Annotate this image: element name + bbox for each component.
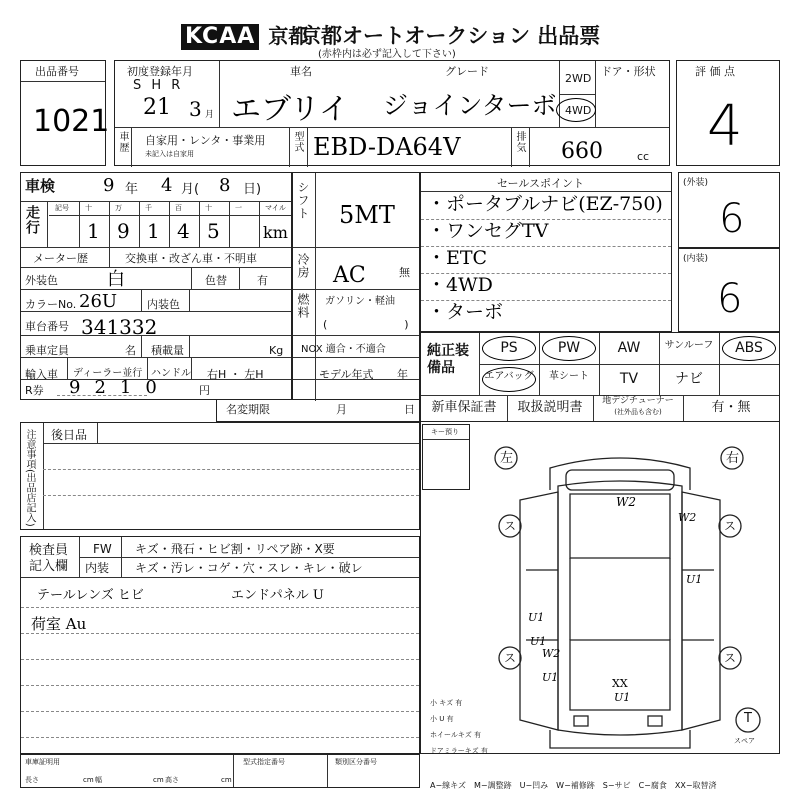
- two-wd: 2WD: [565, 72, 592, 85]
- registration-month: 3: [189, 97, 202, 121]
- equipment-box: [420, 332, 780, 422]
- right-side: [682, 492, 720, 730]
- front-outline: [550, 458, 690, 490]
- exterior-grade-label: (外装): [683, 178, 709, 188]
- displacement-value: 660: [561, 139, 603, 164]
- width-label: 幅: [95, 776, 102, 784]
- mileage-km: km: [263, 223, 288, 242]
- expiry-month: 月: [336, 403, 347, 416]
- model-year-unit: 年: [397, 368, 408, 381]
- aircon-value: AC: [333, 263, 366, 288]
- equipment-item: PS: [500, 340, 518, 356]
- color-no-label: カラーNo.: [25, 298, 77, 311]
- mileage-unit-label: 万: [115, 204, 122, 212]
- model-year-label: モデル年式: [319, 368, 374, 381]
- capacity-label: 乗車定員: [25, 344, 69, 357]
- remark-1: テールレンズ ヒビ: [37, 588, 144, 603]
- recycle-label: R券: [25, 384, 44, 397]
- grade-label: グレード: [445, 65, 489, 78]
- damage-mark-1: W2: [616, 495, 636, 509]
- mileage-unit-label: 百: [175, 204, 182, 212]
- wheel-label-rr: ス: [724, 651, 737, 665]
- int-text: キズ・汚レ・コゲ・穴・スレ・キレ・破レ: [135, 561, 363, 575]
- inspection-year: 9: [103, 175, 115, 196]
- equipment-item: エアバッグ: [484, 371, 534, 382]
- equipment-item: サンルーフ: [664, 340, 714, 351]
- inspection-label: 車検: [25, 177, 56, 195]
- sales-point-box: [420, 172, 672, 332]
- inspection-month-unit: 月(: [181, 182, 200, 197]
- cert-label: 車庫証明用: [25, 758, 60, 766]
- legend-1: 小 キズ 有: [430, 699, 463, 707]
- history-options: 自家用・レンタ・事業用: [145, 134, 266, 147]
- diagram-right-label: 右: [726, 451, 740, 466]
- equipment-circle: [722, 336, 776, 361]
- history-label: 車歴: [117, 131, 128, 153]
- mileage-digit: 5: [207, 219, 220, 243]
- interior-grade-label: (内装): [683, 254, 709, 264]
- length-unit: cm: [83, 776, 94, 784]
- width-unit: cm: [153, 776, 164, 784]
- nox-label: NOX 適合・不適合: [301, 344, 386, 355]
- fuel-label: 燃料: [296, 293, 310, 319]
- chassis-label: 車台番号: [25, 320, 69, 333]
- exterior-grade-value: 6: [719, 196, 745, 242]
- mileage-unit-label: 記号: [55, 204, 69, 212]
- logo-text: KCAA: [181, 24, 259, 50]
- mileage-digit: 4: [177, 219, 190, 243]
- expiry-label: 名変期限: [226, 403, 270, 416]
- rear-items-label: 後日品: [51, 428, 88, 442]
- footer-legend: A−線キズ M−調整跡 U−凹み W−補修跡 S−サビ C−腐食 XX−取替済: [430, 781, 717, 790]
- inspector-label-text: 検査員記入欄: [29, 543, 69, 574]
- import-dealer: ディーラー並行: [73, 368, 143, 379]
- fw-label: FW: [93, 542, 112, 556]
- logo: [181, 20, 308, 50]
- mileage-digit: 1: [147, 219, 160, 243]
- class-no-label: 類別区分番号: [335, 758, 377, 766]
- height-unit: cm: [221, 776, 232, 784]
- chassis-value: 341332: [81, 315, 158, 339]
- equipment-item: 革シート: [549, 371, 589, 382]
- equipment-label: [427, 343, 479, 377]
- diagram-left-label: 左: [500, 451, 514, 466]
- page-title: 京都オートオークション 出品票: [300, 24, 601, 48]
- expiry-day: 日: [404, 403, 415, 416]
- remark-2: エンドパネル U: [231, 588, 324, 603]
- equipment-item: TV: [619, 371, 639, 387]
- wheel-label-rl: ス: [504, 651, 517, 665]
- interior-color-label: 内装色: [147, 298, 180, 311]
- fw-text: キズ・飛石・ヒビ割・リペア跡・X要: [135, 542, 335, 556]
- mileage-label: 走行: [24, 205, 40, 235]
- exterior-color-label: 外装色: [25, 274, 58, 287]
- grade-value: ジョインターボ: [383, 91, 557, 120]
- equipment-row3-item: 取扱説明書: [517, 400, 583, 415]
- capacity-unit: 名: [125, 344, 136, 357]
- damage-mark-5: U1: [530, 635, 547, 648]
- mileage-digit: 1: [87, 219, 100, 243]
- lot-number-label: 出品番号: [35, 65, 79, 78]
- damage-mark-6: W2: [542, 647, 561, 660]
- mileage-unit-label: マイル: [265, 204, 286, 212]
- sales-point-label: セールスポイント: [497, 177, 585, 190]
- aircon-label: 冷房: [296, 253, 310, 279]
- equipment-item: AW: [617, 340, 641, 356]
- legend-3: ホイールキズ 有: [430, 731, 481, 739]
- key-box-label: キー預り: [431, 428, 459, 436]
- logo-sub: 京都: [268, 24, 309, 48]
- inspection-day: 8: [219, 175, 231, 196]
- footer-box: [20, 754, 420, 788]
- aircon-none: 無: [399, 266, 410, 279]
- sales-point-item: ・ターボ: [427, 301, 504, 323]
- sales-point-item: ・ETC: [427, 247, 488, 269]
- load-label: 積載量: [151, 344, 184, 357]
- lot-number-box: [20, 60, 110, 166]
- handle-label: ハンドル: [151, 368, 191, 379]
- repaint-value: 有: [257, 274, 268, 287]
- meter-label: メーター歴: [33, 252, 88, 265]
- equipment-item: ABS: [735, 340, 763, 356]
- equipment-circle: [482, 367, 536, 392]
- door-label: ドア・形状: [601, 65, 656, 78]
- meter-options: 交換車・改ざん車・不明車: [125, 252, 257, 265]
- recycle-unit: 円: [199, 384, 210, 397]
- wheel-label-fr: ス: [724, 519, 737, 533]
- sales-point-item: ・ポータブルナビ(EZ-750): [427, 193, 663, 215]
- inspector-label: [29, 543, 73, 575]
- registration-month-unit: 月: [205, 110, 215, 120]
- exterior-grade-box: [678, 172, 780, 248]
- height-label: 高さ: [165, 776, 179, 784]
- spec-box-center: [292, 172, 420, 400]
- shift-value: 5MT: [339, 201, 395, 229]
- shift-label: シフト: [296, 181, 310, 220]
- spare-mark: T: [744, 711, 752, 726]
- equipment-item: ナビ: [675, 371, 703, 387]
- damage-mark-2: W2: [678, 511, 697, 524]
- inspection-month: 4: [161, 175, 173, 196]
- sales-point-item: ・4WD: [427, 274, 493, 296]
- repaint-label: 色替: [205, 274, 227, 287]
- mileage-unit-label: 一: [235, 204, 242, 212]
- registration-label: 初度登録年月: [127, 65, 193, 78]
- displacement-label: 排気: [514, 131, 525, 153]
- mileage-digit: 9: [117, 219, 130, 243]
- wheel-label-fl: ス: [504, 519, 517, 533]
- interior-grade-value: 6: [717, 276, 743, 322]
- car-name-label: 車名: [290, 65, 312, 78]
- spec-box-left: [20, 172, 292, 400]
- equipment-circle: [482, 336, 536, 361]
- interior-grade-box: [678, 248, 780, 332]
- inspector-box: [20, 536, 420, 754]
- damage-mark-4: U1: [528, 611, 545, 624]
- four-wd: 4WD: [565, 104, 592, 117]
- score-value: 4: [707, 94, 743, 159]
- mileage-unit-label: 十: [85, 204, 92, 212]
- lot-number-value: 1021: [33, 104, 110, 139]
- key-box: [422, 424, 470, 490]
- displacement-unit: cc: [637, 150, 650, 163]
- car-name-value: エブリイ: [231, 92, 349, 127]
- equipment-row3-note: (社外品も含む): [614, 408, 662, 416]
- model-label: 型式: [292, 131, 303, 153]
- damage-mark-7: U1: [542, 671, 559, 684]
- inspection-year-unit: 年: [125, 182, 139, 197]
- score-box: [676, 60, 780, 166]
- legend-2: 小 U 有: [430, 715, 454, 723]
- handle-options: 右H ・ 左H: [207, 368, 264, 381]
- length-label: 長さ: [25, 776, 39, 784]
- score-label: 評 価 点: [695, 65, 735, 78]
- equipment-label-text: 純正装備品: [427, 343, 469, 376]
- history-note: 未記入は自家用: [145, 150, 194, 158]
- model-no-label: 型式指定番号: [243, 758, 285, 766]
- notes-box: [20, 422, 420, 530]
- registration-era: S H R: [133, 78, 184, 93]
- legend-4: ドアミラーキズ 有: [430, 747, 488, 755]
- vehicle-info-box: [114, 60, 670, 166]
- registration-year: 21: [143, 95, 171, 120]
- recycle-value: 9210: [69, 377, 171, 398]
- equipment-row3-item: 新車保証書: [431, 400, 497, 415]
- notes-label: 注意事項(出品店記入): [24, 429, 35, 527]
- load-unit: Kg: [269, 344, 284, 357]
- page-subtitle: (赤枠内は必ず記入して下さい): [318, 49, 456, 60]
- exterior-color-value: 白: [107, 269, 125, 290]
- spare-label: スペア: [734, 737, 755, 745]
- int-label: 内装: [85, 561, 110, 575]
- fuel-paren: ( ): [323, 318, 409, 331]
- import-label: 輸入車: [25, 368, 58, 381]
- color-no-value: 26U: [79, 291, 118, 312]
- mileage-unit-label: 十: [205, 204, 212, 212]
- inspection-day-unit: 日): [243, 182, 262, 197]
- model-value: EBD-DA64V: [313, 133, 461, 161]
- fuel-options: ガソリン・軽油: [325, 296, 395, 307]
- damage-mark-8: XX: [612, 677, 628, 690]
- damage-mark-3: U1: [686, 573, 703, 586]
- mileage-unit-label: 千: [145, 204, 152, 212]
- remark-3: 荷室 Au: [31, 615, 87, 633]
- sales-point-item: ・ワンセグTV: [427, 220, 549, 242]
- equipment-circle: [542, 336, 596, 361]
- equipment-row3-item: 有・無: [711, 400, 751, 415]
- damage-mark-9: U1: [614, 691, 631, 704]
- equipment-item: PW: [557, 340, 581, 356]
- equipment-row3-item: 地デジチューナー: [602, 396, 674, 406]
